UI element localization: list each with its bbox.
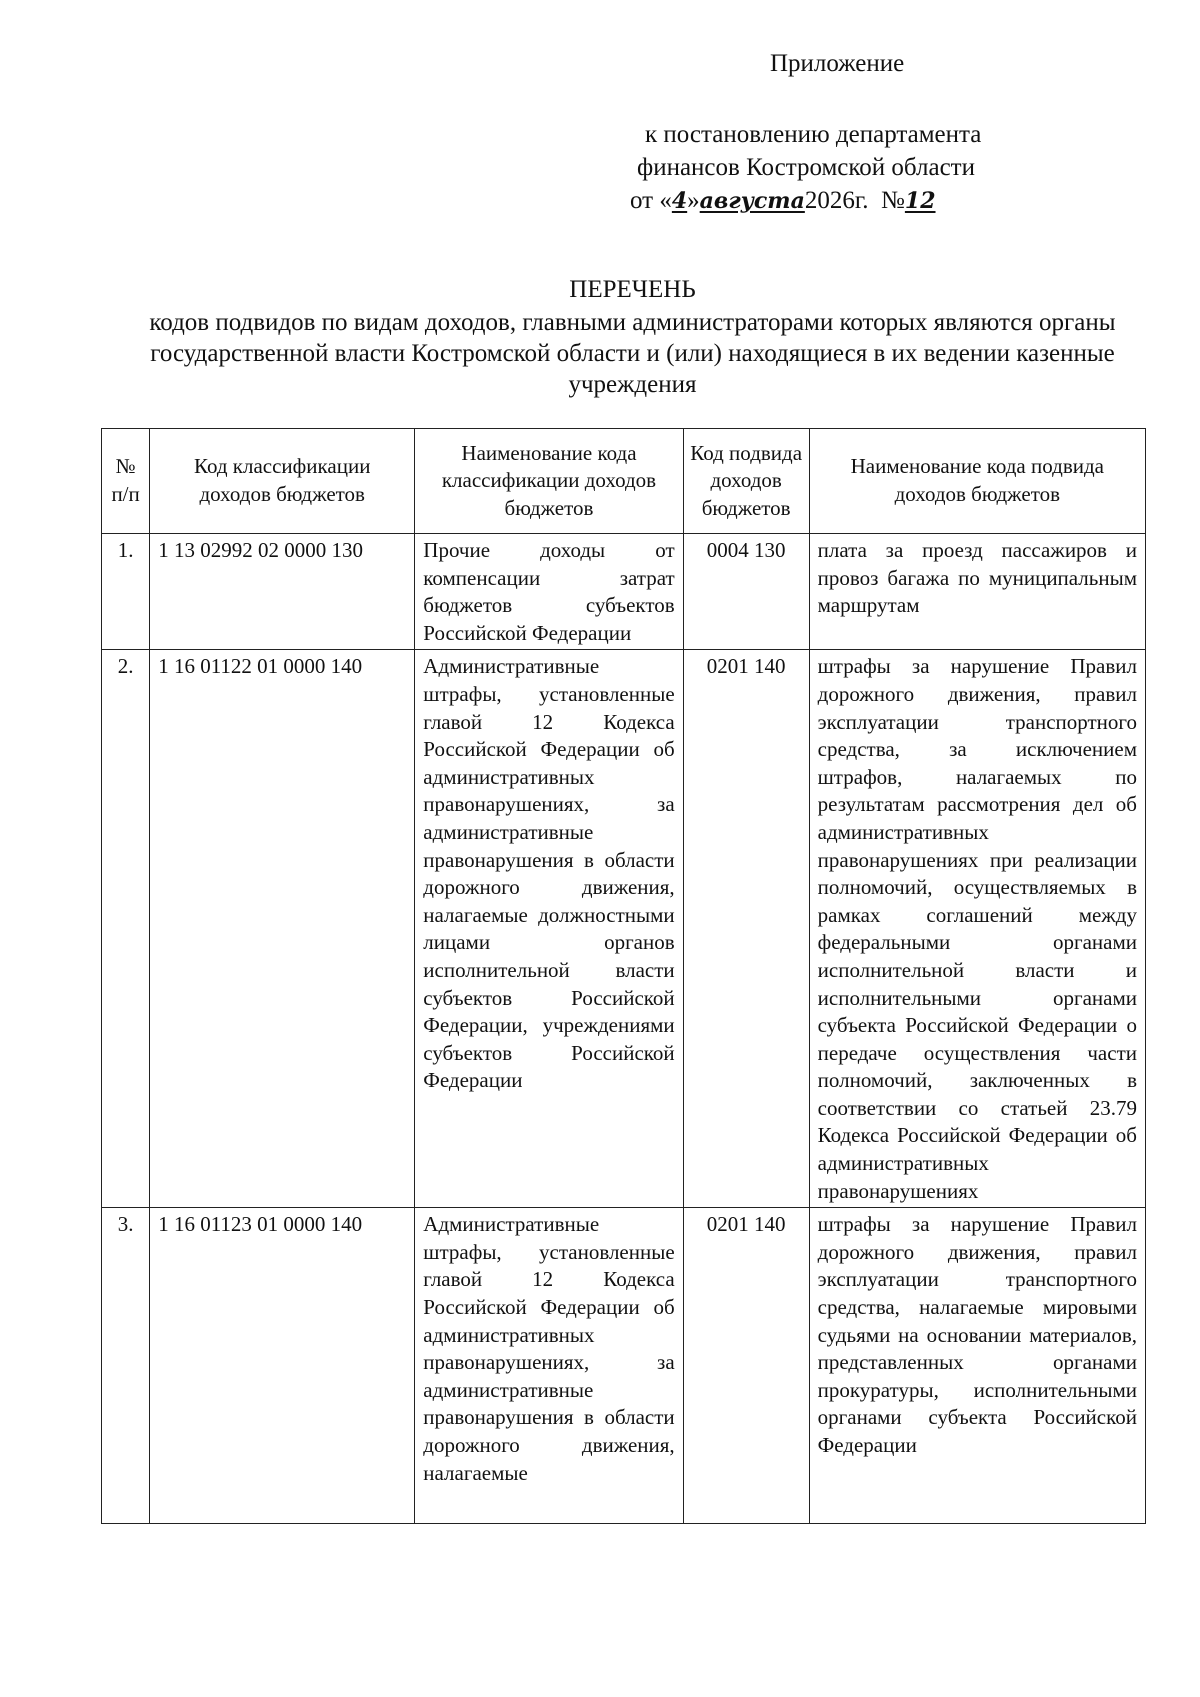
row-name: Административные штрафы, установленные главой 12 Кодекса Российской Федерации об административных правонарушениях, за административные правонарушения в области дорожного движения, налагаемые должностными лицами органов исполнительной власти субъектов Российской Федерации, учреждениями субъектов Российской Федерации bbox=[415, 650, 683, 1208]
row-name: Административные штрафы, установленные главой 12 Кодекса Российской Федерации об административных правонарушениях, за административные правонарушения в области дорожного движения, налагаемые bbox=[415, 1208, 683, 1524]
date-prefix: от « bbox=[630, 187, 672, 214]
date-month: августа bbox=[699, 188, 805, 214]
resolution-block bbox=[630, 118, 982, 218]
row-number: 3. bbox=[102, 1208, 150, 1524]
row-subcode: 0004 130 bbox=[683, 534, 809, 650]
col-header-subcode: Код подвида доходов бюджетов bbox=[683, 429, 809, 534]
row-code: 1 16 01122 01 0000 140 bbox=[150, 650, 415, 1208]
row-subcode: 0201 140 bbox=[683, 1208, 809, 1524]
row-code: 1 16 01123 01 0000 140 bbox=[150, 1208, 415, 1524]
table-row bbox=[102, 534, 1146, 650]
row-number: 1. bbox=[102, 534, 150, 650]
row-code: 1 13 02992 02 0000 130 bbox=[150, 534, 415, 650]
document-subtitle: кодов подвидов по видам доходов, главными администраторами которых являются органы государственной власти Костромской области и (или) находящиеся в их ведении казенные учреждения bbox=[149, 309, 1116, 398]
resolution-line-2: финансов Костромской области bbox=[637, 154, 975, 181]
table-row bbox=[102, 1208, 1146, 1524]
date-mid: » bbox=[687, 187, 700, 214]
table-header-row bbox=[102, 429, 1146, 534]
date-day: 4 bbox=[671, 188, 688, 214]
table-row bbox=[102, 650, 1146, 1208]
appendix-label: Приложение bbox=[770, 50, 905, 77]
number-label: № bbox=[881, 187, 905, 214]
number-value: 12 bbox=[904, 188, 936, 214]
col-header-subname: Наименование кода подвида доходов бюджетов bbox=[809, 429, 1145, 534]
row-number: 2. bbox=[102, 650, 150, 1208]
col-header-name: Наименование кода классификации доходов бюджетов bbox=[415, 429, 683, 534]
codes-table bbox=[101, 428, 1146, 1524]
document-title: ПЕРЕЧЕНЬ bbox=[569, 276, 696, 303]
row-subname: штрафы за нарушение Правил дорожного движения, правил эксплуатации транспортного средства, за исключением штрафов, налагаемых по результатам рассмотрения дел об административных правонарушениях при реализации полномочий, осуществляемых в рамках соглашений между федеральными органами исполнительной власти и исполнительными органами субъекта Российской Федерации о передаче осуществления части полномочий, заключенных в соответствии со статьей 23.79 Кодекса Российской Федерации об административных правонарушениях bbox=[809, 650, 1145, 1208]
resolution-date-line bbox=[630, 184, 981, 218]
resolution-line-1: к постановлению департамента bbox=[645, 121, 982, 148]
row-subcode: 0201 140 bbox=[683, 650, 809, 1208]
col-header-code: Код классификации доходов бюджетов bbox=[150, 429, 415, 534]
row-name: Прочие доходы от компенсации затрат бюджетов субъектов Российской Федерации bbox=[415, 534, 683, 650]
col-header-number: № п/п bbox=[102, 429, 150, 534]
row-subname: штрафы за нарушение Правил дорожного движения, правил эксплуатации транспортного средства, налагаемые мировыми судьями на основании материалов, представленных органами прокуратуры, исполнительными органами субъекта Российской Федерации bbox=[809, 1208, 1145, 1524]
date-year: 2026г. bbox=[804, 187, 869, 214]
row-subname: плата за проезд пассажиров и провоз багажа по муниципальным маршрутам bbox=[809, 534, 1145, 650]
